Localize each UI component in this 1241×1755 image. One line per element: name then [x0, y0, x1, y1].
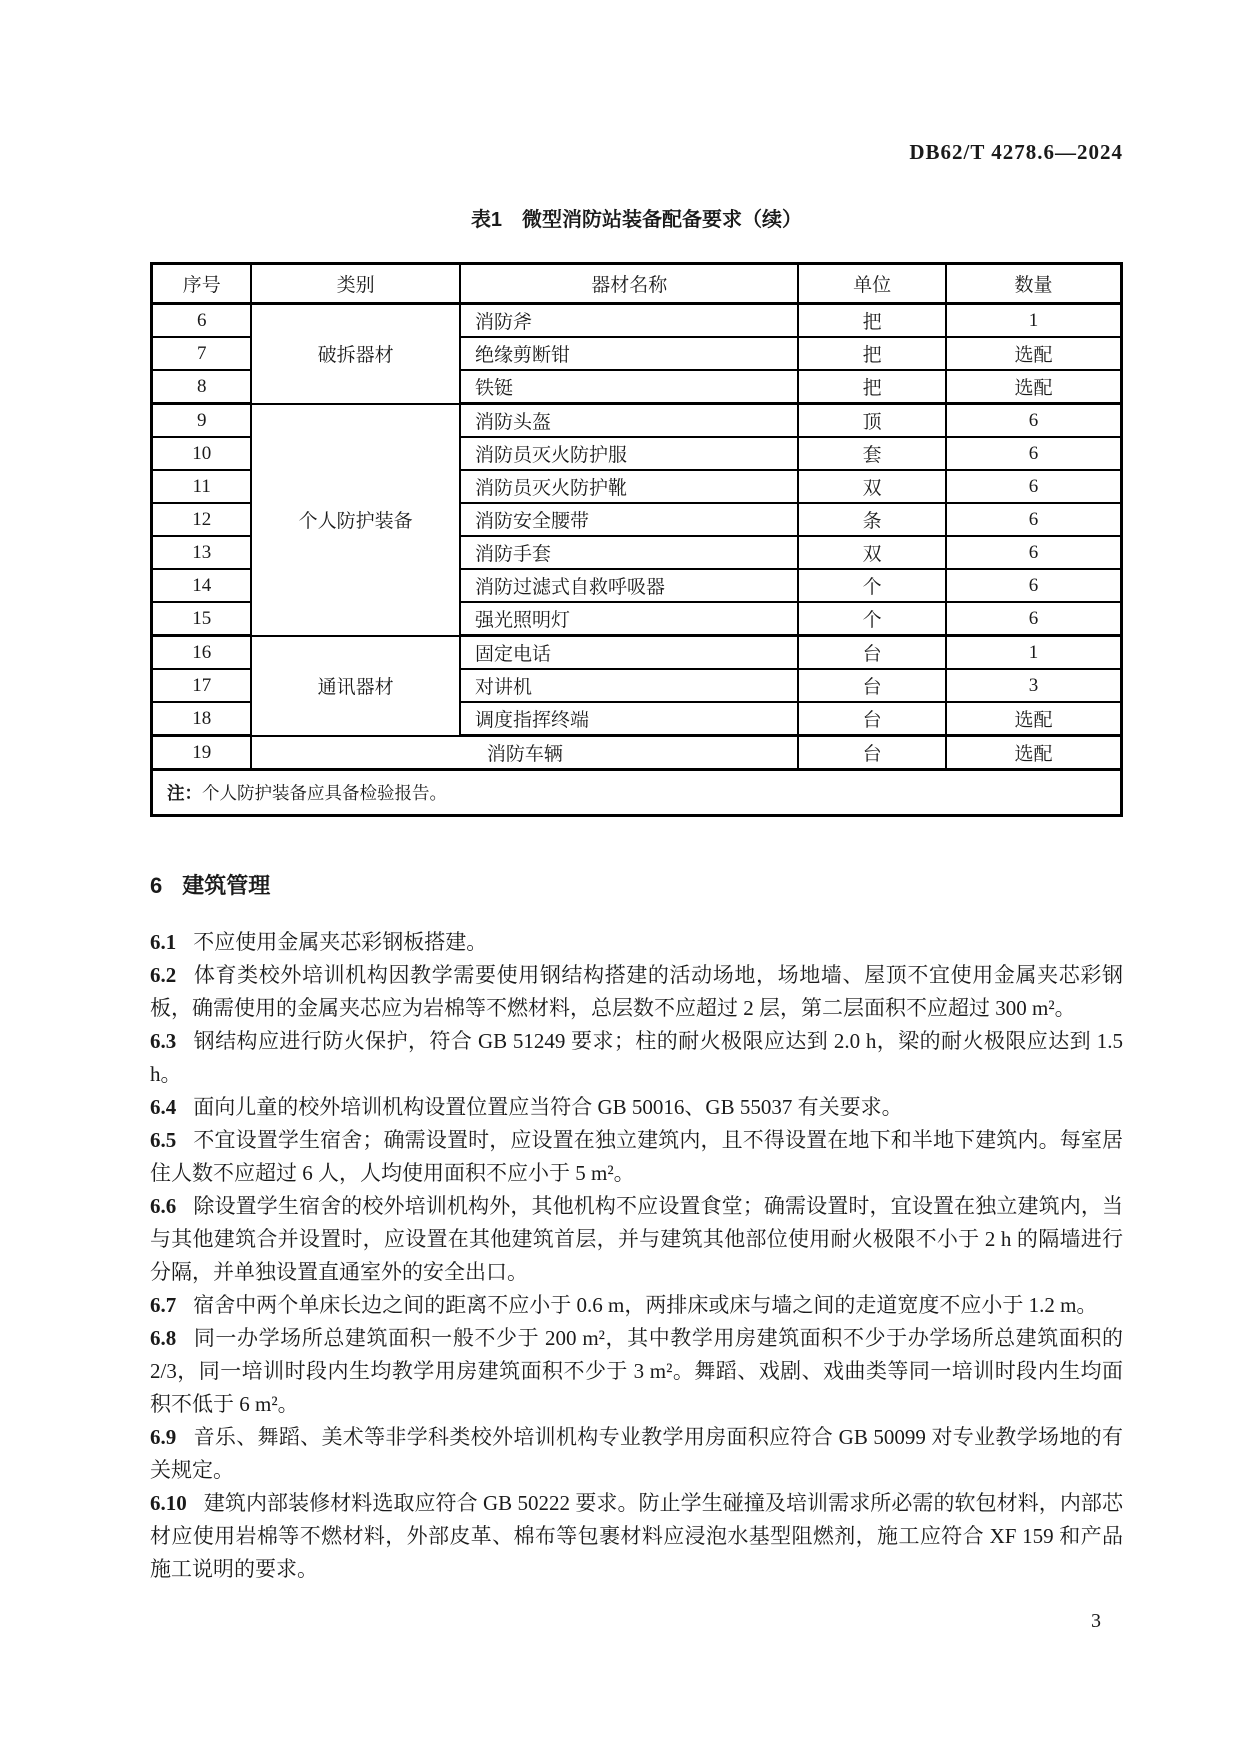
clauses	[150, 926, 1123, 1586]
clause-number: 6.4	[150, 1095, 177, 1119]
header-unit: 单位	[798, 264, 945, 304]
clause-number: 6.8	[150, 1326, 177, 1350]
header-quantity: 数量	[946, 264, 1122, 304]
header-equipment-name: 器材名称	[460, 264, 799, 304]
clause-number: 6.3	[150, 1029, 177, 1053]
cell-quantity: 6	[946, 602, 1122, 636]
cell-quantity: 选配	[946, 370, 1122, 404]
clause-text: 不宜设置学生宿舍；确需设置时，应设置在独立建筑内，且不得设置在地下和半地下建筑内。每室居住人数不应超过 6 人，人均使用面积不应小于 5 m²。	[150, 1128, 1123, 1185]
equipment-table	[150, 262, 1123, 817]
cell-equipment-name: 消防车辆	[251, 736, 798, 770]
clause-number: 6.2	[150, 963, 177, 987]
cell-equipment-name: 强光照明灯	[460, 602, 799, 636]
cell-unit: 把	[798, 370, 945, 404]
table-note-row	[152, 770, 1122, 816]
cell-equipment-name: 消防员灭火防护靴	[460, 470, 799, 503]
cell-serial: 19	[152, 736, 252, 770]
cell-serial: 17	[152, 669, 252, 702]
clause-number: 6.1	[150, 930, 177, 954]
clause-6-10	[150, 1487, 1123, 1586]
table-title: 表1 微型消防站装备配备要求（续）	[470, 209, 803, 231]
cell-unit: 套	[798, 437, 945, 470]
cell-unit: 条	[798, 503, 945, 536]
cell-serial: 11	[152, 470, 252, 503]
standard-code: DB62/T 4278.6—2024	[909, 140, 1123, 164]
page-number: 3	[1091, 1610, 1101, 1632]
clause-6-7	[150, 1289, 1123, 1322]
cell-equipment-name: 消防安全腰带	[460, 503, 799, 536]
cell-serial: 10	[152, 437, 252, 470]
clause-text: 宿舍中两个单床长边之间的距离不应小于 0.6 m，两排床或床与墙之间的走道宽度不应小于 1.2 m。	[193, 1293, 1098, 1317]
cell-category-communication: 通讯器材	[251, 636, 460, 736]
cell-serial: 14	[152, 569, 252, 602]
clause-text: 面向儿童的校外培训机构设置位置应当符合 GB 50016、GB 55037 有关要求。	[193, 1095, 903, 1119]
note-label: 注：	[167, 783, 202, 803]
cell-equipment-name: 固定电话	[460, 636, 799, 670]
clause-6-4	[150, 1091, 1123, 1124]
cell-equipment-name: 消防斧	[460, 304, 799, 338]
cell-serial: 12	[152, 503, 252, 536]
cell-quantity: 6	[946, 503, 1122, 536]
clause-number: 6.9	[150, 1425, 177, 1449]
header-serial: 序号	[152, 264, 252, 304]
clause-number: 6.5	[150, 1128, 177, 1152]
cell-equipment-name: 铁铤	[460, 370, 799, 404]
section-heading	[150, 869, 1123, 900]
cell-quantity: 6	[946, 437, 1122, 470]
cell-serial: 6	[152, 304, 252, 338]
cell-serial: 9	[152, 404, 252, 438]
section-title: 建筑管理	[182, 873, 271, 898]
header-category: 类别	[251, 264, 460, 304]
cell-serial: 8	[152, 370, 252, 404]
cell-unit: 台	[798, 636, 945, 670]
clause-text: 音乐、舞蹈、美术等非学科类校外培训机构专业教学用房面积应符合 GB 50099 对专业教学场地的有关规定。	[150, 1425, 1123, 1482]
cell-unit: 台	[798, 669, 945, 702]
cell-unit: 台	[798, 702, 945, 736]
cell-unit: 把	[798, 304, 945, 338]
cell-serial: 7	[152, 337, 252, 370]
cell-quantity: 选配	[946, 702, 1122, 736]
clause-6-6	[150, 1190, 1123, 1289]
clause-6-8	[150, 1322, 1123, 1421]
clause-text: 体育类校外培训机构因教学需要使用钢结构搭建的活动场地，场地墙、屋顶不宜使用金属夹芯彩钢板，确需使用的金属夹芯应为岩棉等不燃材料，总层数不应超过 2 层，第二层面积不应超过 300 m²。	[150, 963, 1123, 1020]
cell-quantity: 6	[946, 404, 1122, 438]
cell-serial: 15	[152, 602, 252, 636]
table-header-row	[152, 264, 1122, 304]
table-row	[152, 304, 1122, 338]
cell-unit: 双	[798, 536, 945, 569]
clause-6-5	[150, 1124, 1123, 1190]
cell-serial: 18	[152, 702, 252, 736]
cell-equipment-name: 绝缘剪断钳	[460, 337, 799, 370]
cell-quantity: 选配	[946, 337, 1122, 370]
cell-quantity: 1	[946, 636, 1122, 670]
page-content	[150, 0, 1123, 1586]
clause-number: 6.7	[150, 1293, 177, 1317]
table-note	[152, 770, 1122, 816]
cell-category-demolition: 破拆器材	[251, 304, 460, 404]
clause-text: 除设置学生宿舍的校外培训机构外，其他机构不应设置食堂；确需设置时，宜设置在独立建筑内，当与其他建筑合并设置时，应设置在其他建筑首层，并与建筑其他部位使用耐火极限不小于 2 h 的隔墙进行分隔，并单独设置直通室外的安全出口。	[150, 1194, 1123, 1284]
clause-6-2	[150, 959, 1123, 1025]
clause-number: 6.6	[150, 1194, 177, 1218]
cell-unit: 个	[798, 602, 945, 636]
cell-quantity: 选配	[946, 736, 1122, 770]
cell-serial: 13	[152, 536, 252, 569]
cell-quantity: 6	[946, 569, 1122, 602]
clause-text: 同一办学场所总建筑面积一般不少于 200 m²，其中教学用房建筑面积不少于办学场所总建筑面积的 2/3，同一培训时段内生均教学用房建筑面积不少于 3 m²。舞蹈、戏剧、戏曲类等同一培训时段内生均面积不低于 6 m²。	[150, 1326, 1123, 1416]
cell-equipment-name: 消防手套	[460, 536, 799, 569]
cell-quantity: 6	[946, 470, 1122, 503]
clause-text: 钢结构应进行防火保护，符合 GB 51249 要求；柱的耐火极限应达到 2.0 h，梁的耐火极限应达到 1.5 h。	[150, 1029, 1123, 1086]
cell-equipment-name: 消防员灭火防护服	[460, 437, 799, 470]
clause-text: 不应使用金属夹芯彩钢板搭建。	[193, 930, 488, 954]
cell-equipment-name: 消防头盔	[460, 404, 799, 438]
cell-unit: 个	[798, 569, 945, 602]
cell-unit: 顶	[798, 404, 945, 438]
clause-6-3	[150, 1025, 1123, 1091]
cell-unit: 双	[798, 470, 945, 503]
cell-quantity: 3	[946, 669, 1122, 702]
cell-equipment-name: 消防过滤式自救呼吸器	[460, 569, 799, 602]
table-row	[152, 404, 1122, 438]
cell-serial: 16	[152, 636, 252, 670]
table-row	[152, 636, 1122, 670]
clause-text: 建筑内部装修材料选取应符合 GB 50222 要求。防止学生碰撞及培训需求所必需的软包材料，内部芯材应使用岩棉等不燃材料，外部皮革、棉布等包裹材料应浸泡水基型阻燃剂，施工应符合 XF 159 和产品施工说明的要求。	[150, 1491, 1123, 1581]
cell-unit: 把	[798, 337, 945, 370]
cell-equipment-name: 调度指挥终端	[460, 702, 799, 736]
cell-quantity: 6	[946, 536, 1122, 569]
clause-6-9	[150, 1421, 1123, 1487]
note-text: 个人防护装备应具备检验报告。	[202, 783, 447, 803]
cell-category-personal-protection: 个人防护装备	[251, 404, 460, 636]
cell-equipment-name: 对讲机	[460, 669, 799, 702]
section-number: 6	[150, 873, 163, 898]
cell-unit: 台	[798, 736, 945, 770]
clause-6-1	[150, 926, 1123, 959]
table-row	[152, 736, 1122, 770]
clause-number: 6.10	[150, 1491, 187, 1515]
cell-quantity: 1	[946, 304, 1122, 338]
